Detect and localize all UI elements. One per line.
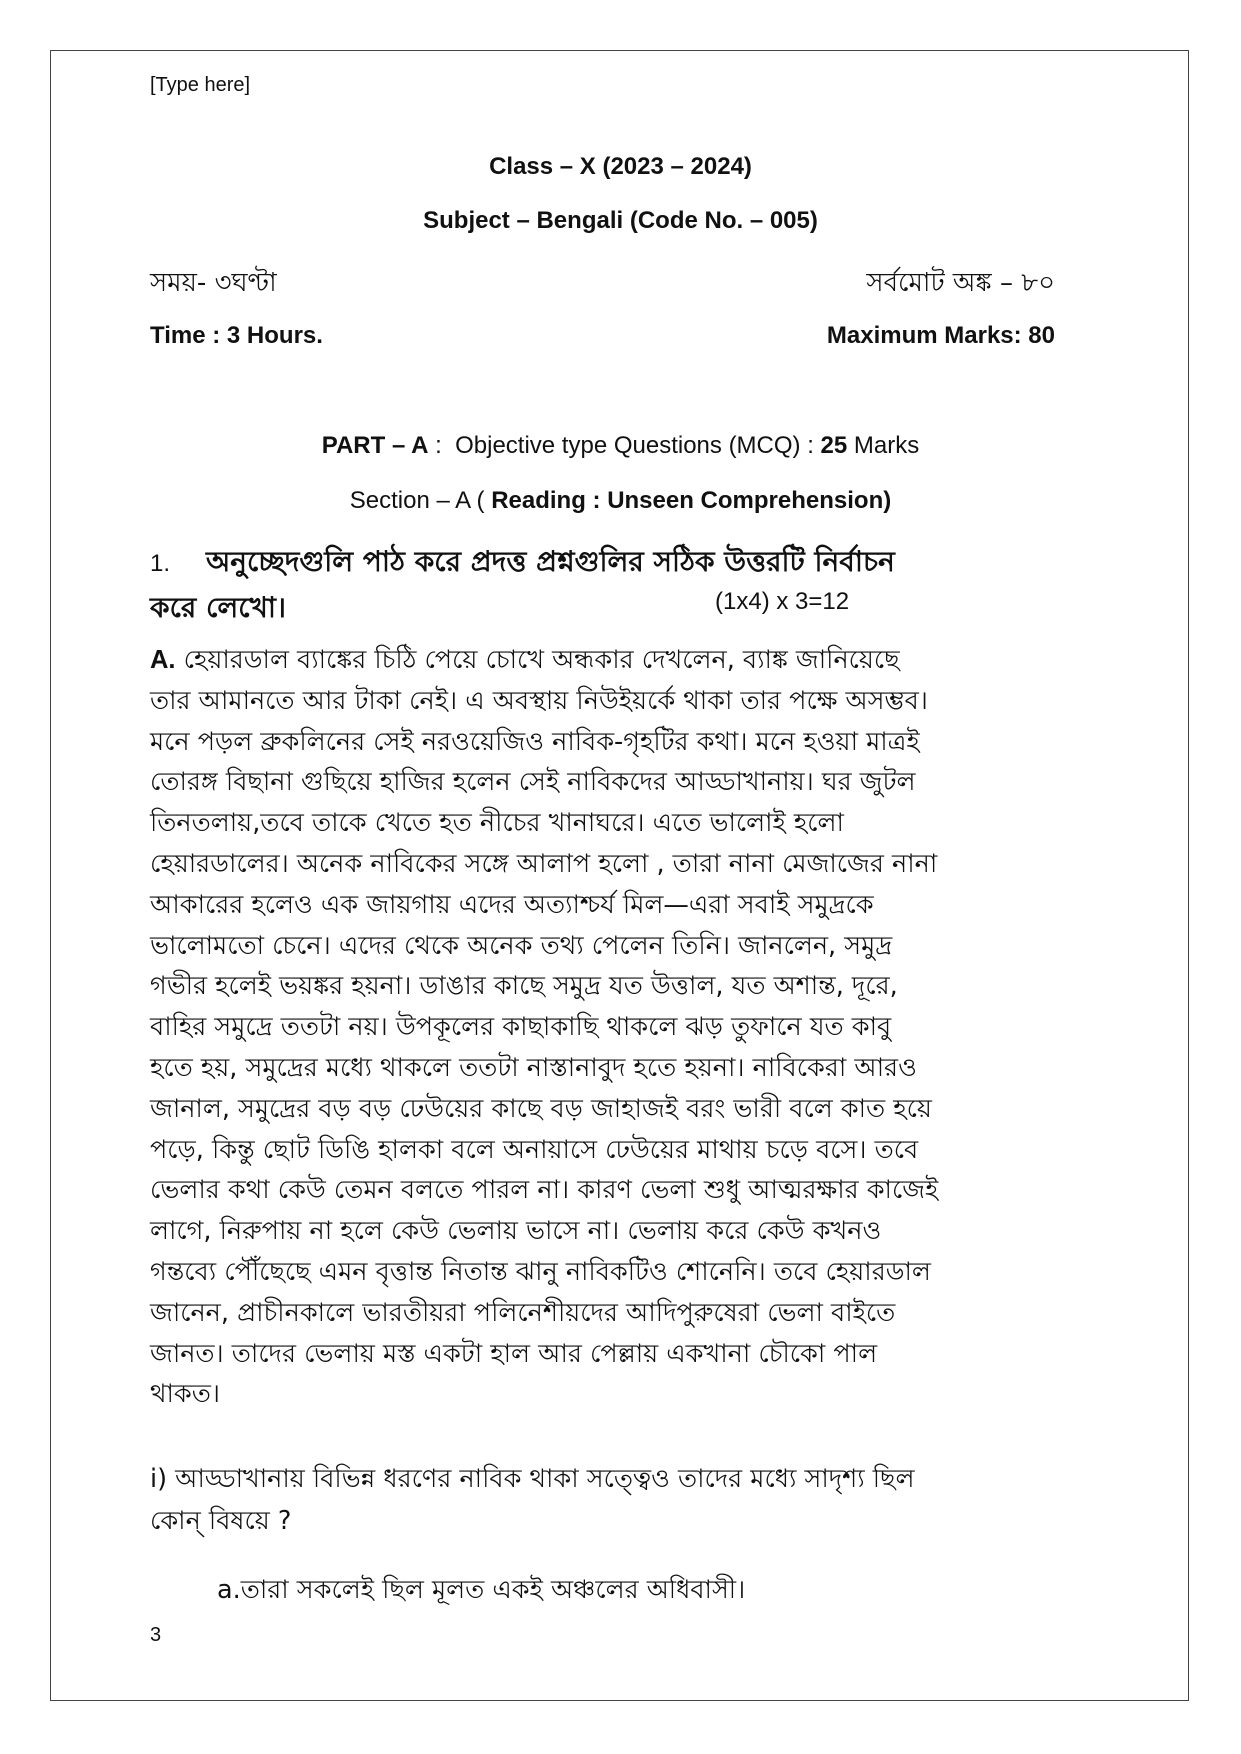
time-english: Time : 3 Hours. xyxy=(150,322,323,349)
header-note: [Type here] xyxy=(150,74,251,96)
question-1-marks: (1x4) x 3=12 xyxy=(715,588,850,615)
sub-question-line1: i) আড্ডাখানায় বিভিন্ন ধরণের নাবিক থাকা সত্ত্বেও তাদের মধ্যে সাদৃশ্য ছিল xyxy=(150,1464,915,1494)
passage-line: ভেলার কথা কেউ তেমন বলতে পারল না। কারণ ভেলা শুধু আত্মরক্ষার কাজেই xyxy=(150,1175,939,1206)
passage-line: ভালোমতো চেনে। এদের থেকে অনেক তথ্য পেলেন তিনি। জানলেন, সমুদ্র xyxy=(150,930,893,961)
passage-a xyxy=(150,640,1095,1415)
part-label: PART – A xyxy=(321,432,429,459)
passage-line: জানেন, প্রাচীনকালে ভারতীয়রা পলিনেশীয়দের আদিপুরুষেরা ভেলা বাইতে xyxy=(150,1297,896,1328)
passage-line: তোরঙ্গ বিছানা গুছিয়ে হাজির হলেন সেই নাবিকদের আড্ডাখানায়। ঘর জুটল xyxy=(150,767,916,798)
section-prefix: Section – A ( xyxy=(349,487,492,514)
passage-line: গন্তব্যে পৌঁছেছে এমন বৃত্তান্ত নিতান্ত ঝানু নাবিকটিও শোনেনি। তবে হেয়ারডাল xyxy=(150,1256,931,1287)
exam-class-title: Class – X (2023 – 2024) xyxy=(489,153,752,180)
question-1-line1: অনুচ্ছেদগুলি পাঠ করে প্রদত্ত প্রশ্নগুলির সঠিক উত্তরটি নির্বাচন xyxy=(206,545,895,578)
passage-line: হেয়ারডালের। অনেক নাবিকের সঙ্গে আলাপ হলো , তারা নানা মেজাজের নানা xyxy=(150,848,938,879)
section-heading xyxy=(0,487,1241,515)
part-marks-suffix: Marks xyxy=(847,432,920,459)
passage-line: তিনতলায়,তবে তাকে খেতে হত নীচের খানাঘরে। এতে ভালোই হলো xyxy=(150,808,844,839)
passage-line: থাকত। xyxy=(150,1379,221,1410)
sub-question-i xyxy=(150,1458,1095,1542)
passage-lead: A. xyxy=(150,646,176,674)
part-heading xyxy=(0,432,1241,460)
page-number: 3 xyxy=(150,1624,162,1646)
exam-subject: Subject – Bengali (Code No. – 005) xyxy=(423,207,818,234)
passage-line: জানত। তাদের ভেলায় মস্ত একটা হাল আর পেল্লায় একখানা চৌকো পাল xyxy=(150,1338,878,1369)
passage-line: গভীর হলেই ভয়ঙ্কর হয়না। ডাঙার কাছে সমুদ্র যত উত্তাল, যত অশান্ত, দূরে, xyxy=(150,971,898,1002)
passage-line-text: হেয়ারডাল ব্যাঙ্কের চিঠি পেয়ে চোখে অন্ধকার দেখলেন, ব্যাঙ্ক জানিয়েছে xyxy=(175,645,900,675)
marks-bengali: সর্বমোট অঙ্ক – ৮০ xyxy=(866,268,1055,298)
passage-line: তার আমানতে আর টাকা নেই। এ অবস্থায় নিউইয়র্কে থাকা তার পক্ষে অসম্ভব। xyxy=(150,685,928,716)
passage-line: পড়ে, কিন্তু ছোট ডিঙি হালকা বলে অনায়াসে ঢেউয়ের মাথায় চড়ে বসে। তবে xyxy=(150,1134,919,1165)
passage-line: মনে পড়ল ব্রুকলিনের সেই নরওয়েজিও নাবিক-গৃহটির কথা। মনে হওয়া মাত্রই xyxy=(150,726,920,757)
passage-line: আকারের হলেও এক জায়গায় এদের অত্যাশ্চর্য মিল—এরা সবাই সমুদ্রকে xyxy=(150,889,874,920)
section-title: Reading : Unseen Comprehension) xyxy=(491,487,892,514)
part-marks-value: 25 xyxy=(820,432,848,459)
passage-line: জানাল, সমুদ্রের বড় বড় ঢেউয়ের কাছে বড় জাহাজই বরং ভারী বলে কাত হয়ে xyxy=(150,1093,932,1124)
marks-english: Maximum Marks: 80 xyxy=(826,322,1055,349)
passage-line xyxy=(150,640,1095,681)
question-1-line2: করে লেখো। xyxy=(150,591,286,624)
option-a: a.তারা সকলেই ছিল মূলত একই অঞ্চলের অধিবাসী। xyxy=(217,1575,746,1605)
passage-line: লাগে, নিরুপায় না হলে কেউ ভেলায় ভাসে না। ভেলায় করে কেউ কখনও xyxy=(150,1216,882,1247)
part-description: : Objective type Questions (MCQ) : xyxy=(428,432,821,459)
time-bengali: সময়- ৩ঘণ্টা xyxy=(150,268,277,298)
sub-question-line2: কোন্ বিষয়ে ? xyxy=(150,1506,292,1536)
question-1 xyxy=(150,540,1090,630)
question-1-number: 1. xyxy=(150,550,171,577)
passage-line: হতে হয়, সমুদ্রের মধ্যে থাকলে ততটা নাস্তানাবুদ হতে হয়না। নাবিকেরা আরও xyxy=(150,1052,917,1083)
passage-line: বাহির সমুদ্রে ততটা নয়। উপকূলের কাছাকাছি থাকলে ঝড় তুফানে যত কাবু xyxy=(150,1012,892,1043)
